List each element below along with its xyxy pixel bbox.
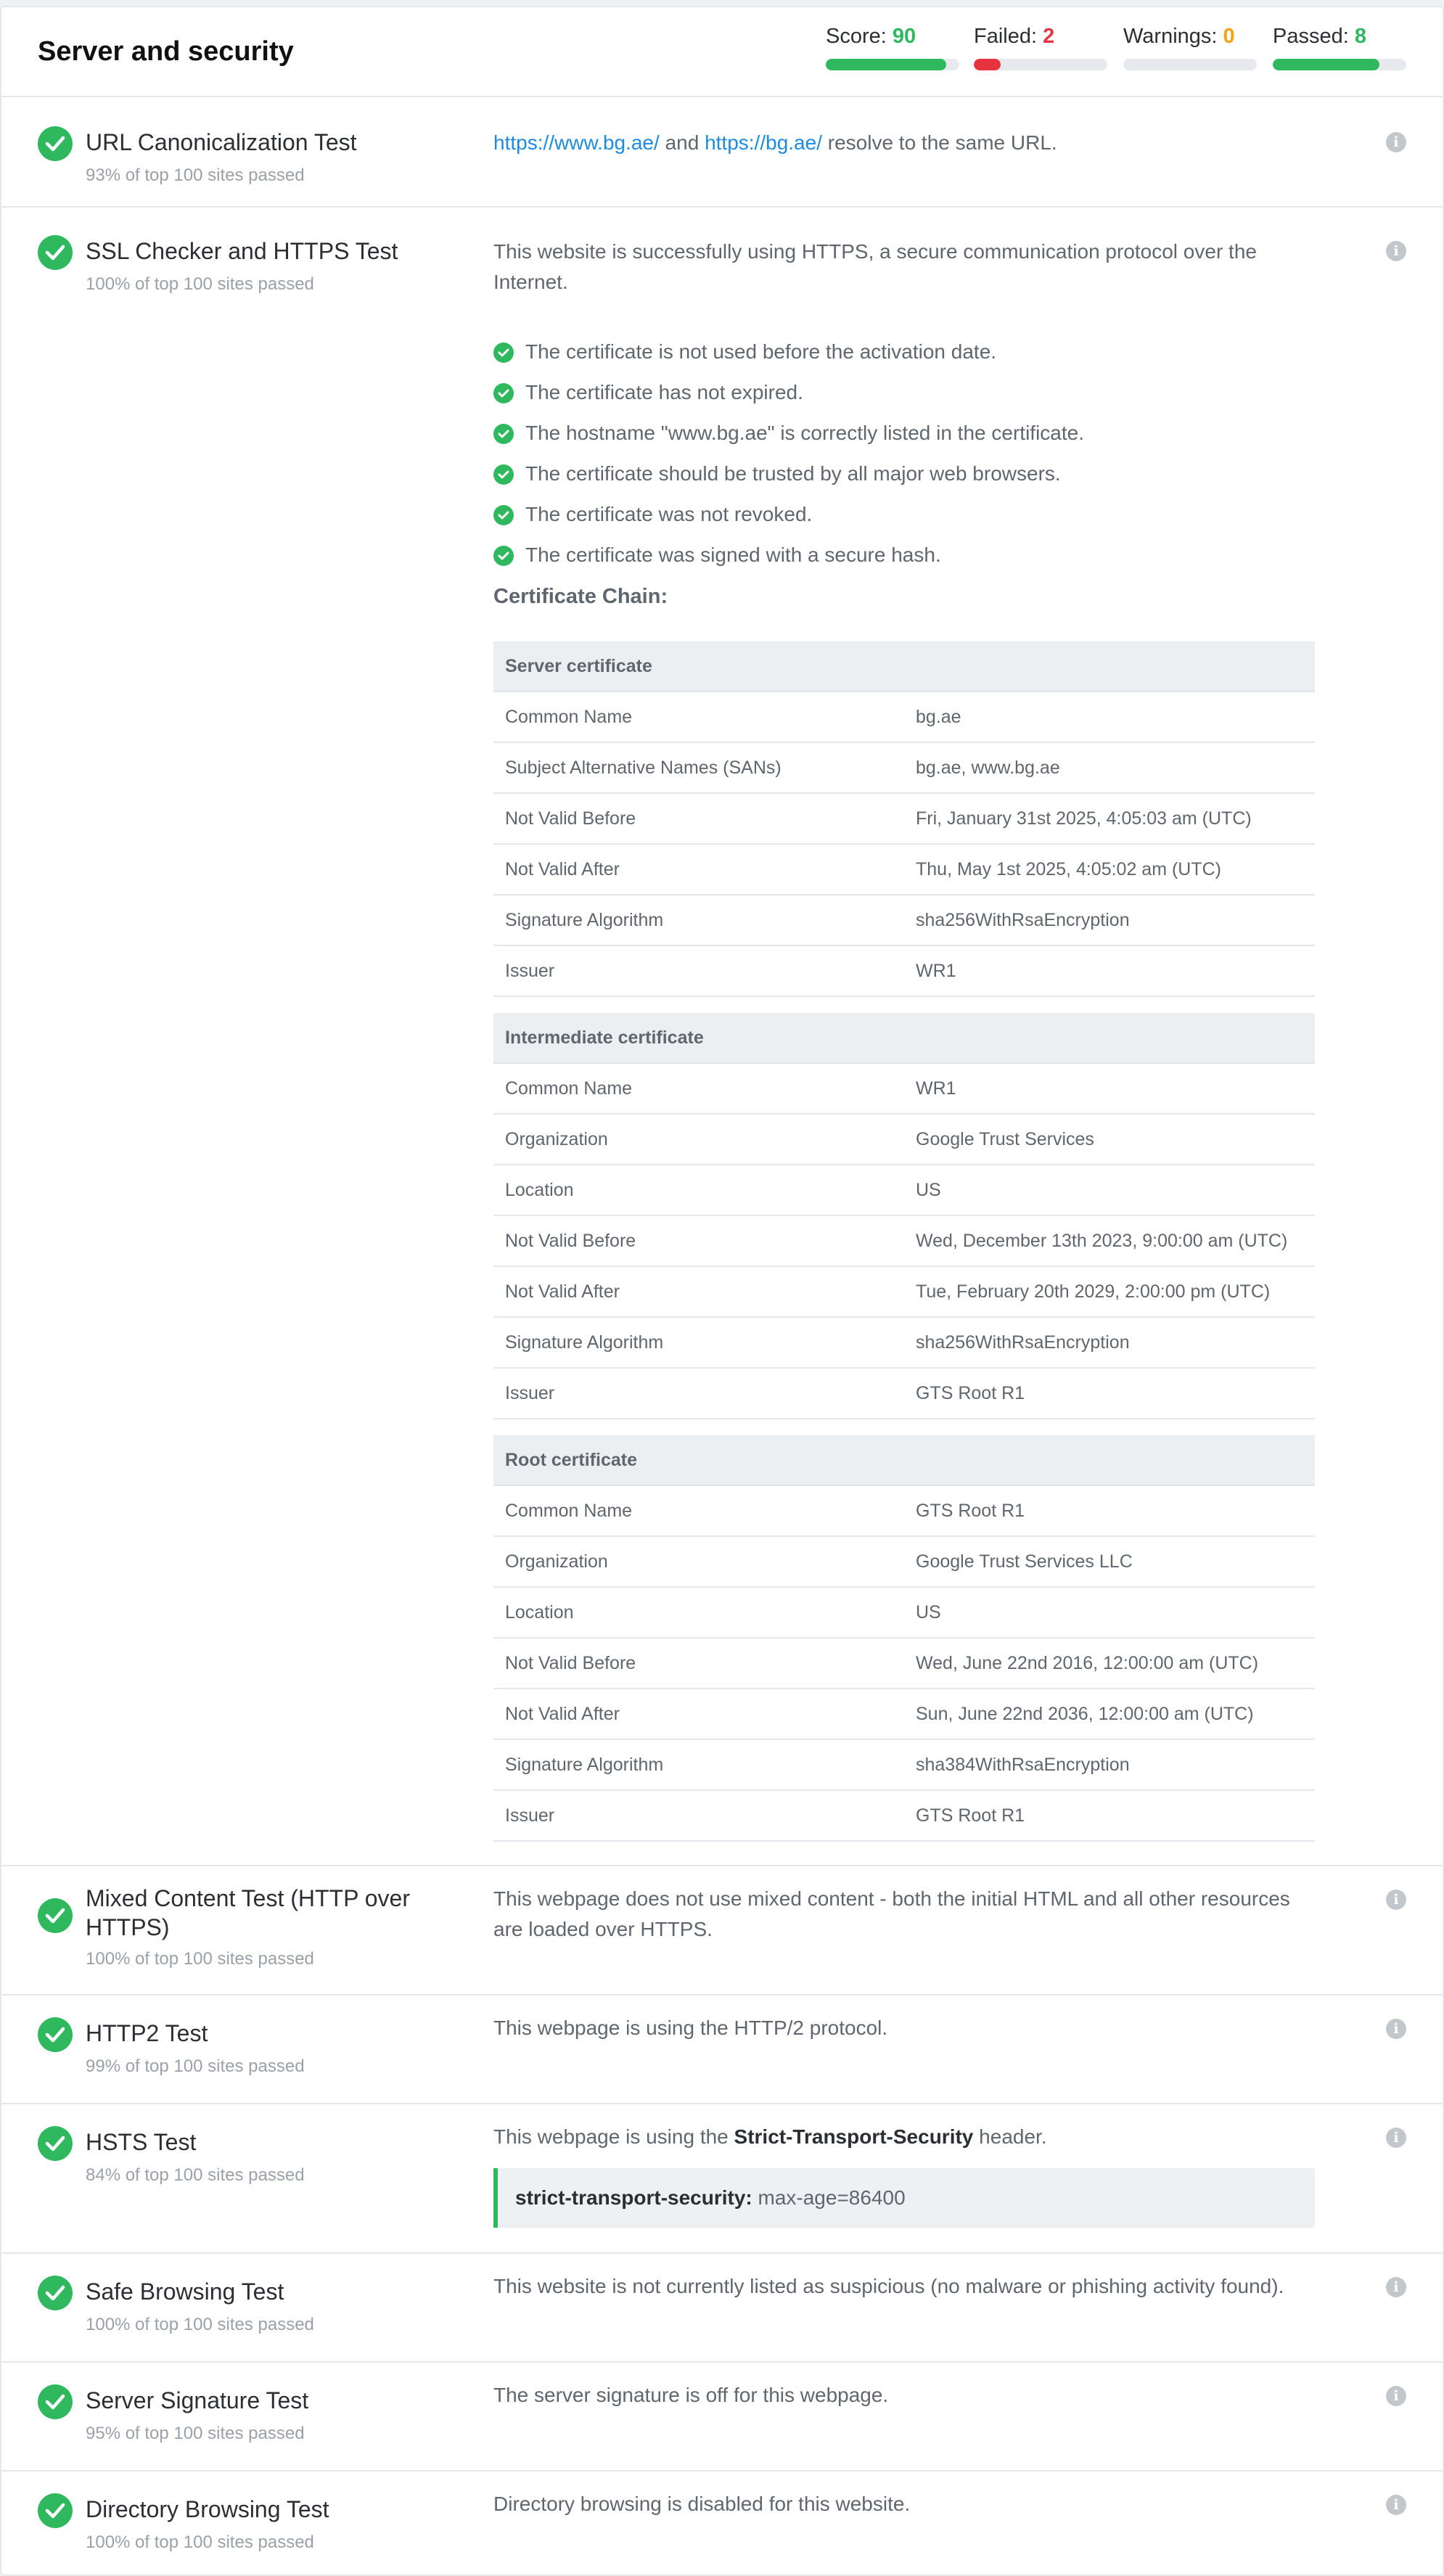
check-circle-icon — [38, 2017, 73, 2052]
table-row: Common Name bg.ae — [493, 692, 1315, 743]
test-pass-rate: 100% of top 100 sites passed — [86, 2315, 314, 2334]
failed-bar — [974, 59, 1107, 70]
table-row: Location US — [493, 1588, 1315, 1638]
test-pass-rate: 100% of top 100 sites passed — [86, 2532, 314, 2552]
check-circle-icon — [38, 1898, 73, 1933]
table-row: Issuer GTS Root R1 — [493, 1369, 1315, 1419]
score-bar — [826, 59, 959, 70]
server-security-card — [0, 6, 1444, 2576]
table-row: Subject Alternative Names (SANs) bg.ae, www.bg.ae — [493, 743, 1315, 794]
test-name: HTTP2 Test — [86, 2020, 208, 2046]
table-header: Root certificate — [493, 1435, 1315, 1486]
list-item: The certificate was signed with a secure hash. — [493, 540, 1364, 581]
table-row: Organization Google Trust Services LLC — [493, 1537, 1315, 1588]
table-row: Not Valid Before Wed, June 22nd 2016, 12:00:00 am (UTC) — [493, 1638, 1315, 1689]
table-header: Intermediate certificate — [493, 1013, 1315, 1064]
test-description: This website is not currently listed as suspicious (no malware or phishing activity found). — [493, 2275, 1284, 2297]
server-certificate-table — [493, 641, 1315, 997]
table-row: Organization Google Trust Services — [493, 1115, 1315, 1165]
check-circle-icon — [493, 342, 514, 363]
check-circle-icon — [493, 546, 514, 566]
score-value: 90 — [892, 25, 916, 48]
test-description: This website is successfully using HTTPS, a secure communication protocol over the Internet. — [493, 240, 1257, 293]
table-row: Signature Algorithm sha256WithRsaEncryption — [493, 895, 1315, 946]
info-icon[interactable]: i — [1386, 132, 1406, 152]
info-icon[interactable]: i — [1386, 241, 1406, 261]
check-circle-icon — [493, 505, 514, 525]
check-circle-icon — [493, 383, 514, 403]
card-header — [1, 7, 1443, 97]
test-name: Server Signature Test — [86, 2387, 309, 2413]
url-link-www[interactable]: https://www.bg.ae/ — [493, 131, 660, 154]
check-circle-icon — [38, 235, 73, 270]
info-icon[interactable]: i — [1386, 2128, 1406, 2148]
test-pass-rate: 95% of top 100 sites passed — [86, 2424, 305, 2443]
hsts-header-box: strict-transport-security: max-age=86400 — [493, 2168, 1315, 2228]
table-row: Not Valid Before Wed, December 13th 2023, 9:00:00 am (UTC) — [493, 1216, 1315, 1267]
test-pass-rate: 100% of top 100 sites passed — [86, 274, 314, 294]
list-item: The certificate has not expired. — [493, 377, 1364, 418]
info-icon[interactable]: i — [1386, 2495, 1406, 2515]
test-name: Mixed Content Test (HTTP over HTTPS) — [86, 1885, 410, 1940]
test-description: This webpage is using the Strict-Transport-Security header. — [493, 2125, 1047, 2148]
check-circle-icon — [38, 2384, 73, 2419]
check-circle-icon — [38, 2126, 73, 2161]
section-title: Server and security — [38, 36, 294, 67]
table-row: Not Valid After Thu, May 1st 2025, 4:05:02 am (UTC) — [493, 845, 1315, 895]
table-row: Not Valid Before Fri, January 31st 2025, 4:05:03 am (UTC) — [493, 794, 1315, 845]
table-row: Common Name WR1 — [493, 1064, 1315, 1115]
info-icon[interactable]: i — [1386, 1890, 1406, 1910]
test-row-directory-browsing — [1, 2472, 1443, 2576]
test-pass-rate: 84% of top 100 sites passed — [86, 2165, 305, 2185]
passed-bar — [1273, 59, 1406, 70]
list-item: The certificate is not used before the activation date. — [493, 337, 1364, 377]
test-description: This webpage is using the HTTP/2 protocol. — [493, 2017, 888, 2039]
test-row-hsts — [1, 2104, 1443, 2254]
test-name: HSTS Test — [86, 2129, 197, 2155]
test-row-ssl — [1, 208, 1443, 1866]
check-circle-icon — [493, 424, 514, 444]
check-circle-icon — [38, 2276, 73, 2310]
test-name: URL Canonicalization Test — [86, 129, 357, 155]
test-name: SSL Checker and HTTPS Test — [86, 238, 398, 264]
test-description: Directory browsing is disabled for this website. — [493, 2493, 911, 2515]
table-header: Server certificate — [493, 641, 1315, 692]
list-item: The certificate should be trusted by all major web browsers. — [493, 459, 1364, 499]
test-name: Safe Browsing Test — [86, 2278, 284, 2305]
warnings-stat: Warnings: 0 — [1123, 25, 1257, 70]
table-row: Issuer WR1 — [493, 946, 1315, 997]
info-icon[interactable]: i — [1386, 2019, 1406, 2039]
list-item: The hostname "www.bg.ae" is correctly listed in the certificate. — [493, 418, 1364, 459]
test-row-url-canonicalization — [1, 99, 1443, 208]
intermediate-certificate-table — [493, 1013, 1315, 1419]
table-row: Issuer GTS Root R1 — [493, 1791, 1315, 1842]
check-circle-icon — [38, 126, 73, 161]
list-item: The certificate was not revoked. — [493, 499, 1364, 540]
url-link-root[interactable]: https://bg.ae/ — [705, 131, 822, 154]
test-row-mixed-content — [1, 1866, 1443, 1995]
test-description: The server signature is off for this webpage. — [493, 2384, 889, 2406]
passed-value: 8 — [1354, 25, 1366, 48]
info-icon[interactable]: i — [1386, 2386, 1406, 2406]
test-row-safe-browsing — [1, 2254, 1443, 2363]
warnings-value: 0 — [1223, 25, 1235, 48]
table-row: Not Valid After Tue, February 20th 2029, 2:00:00 pm (UTC) — [493, 1267, 1315, 1318]
test-description: This webpage does not use mixed content - both the initial HTML and all other resources are loaded over HTTPS. — [493, 1887, 1290, 1940]
test-row-server-signature — [1, 2363, 1443, 2472]
table-row: Location US — [493, 1165, 1315, 1216]
certificate-chain-title: Certificate Chain: — [493, 585, 668, 608]
table-row: Not Valid After Sun, June 22nd 2036, 12:00:00 am (UTC) — [493, 1689, 1315, 1740]
certificate-check-list — [493, 337, 1364, 581]
failed-value: 2 — [1043, 25, 1055, 48]
test-name: Directory Browsing Test — [86, 2496, 329, 2522]
check-circle-icon — [493, 464, 514, 485]
test-pass-rate: 99% of top 100 sites passed — [86, 2056, 305, 2076]
table-row: Signature Algorithm sha384WithRsaEncryption — [493, 1740, 1315, 1791]
failed-stat: Failed: 2 — [974, 25, 1107, 70]
test-row-http2 — [1, 1995, 1443, 2104]
score-stat: Score: 90 — [826, 25, 959, 70]
table-row: Common Name GTS Root R1 — [493, 1486, 1315, 1537]
root-certificate-table — [493, 1435, 1315, 1842]
table-row: Signature Algorithm sha256WithRsaEncryption — [493, 1318, 1315, 1369]
warnings-bar — [1123, 59, 1257, 70]
test-pass-rate: 93% of top 100 sites passed — [86, 165, 305, 185]
passed-stat: Passed: 8 — [1273, 25, 1406, 70]
check-circle-icon — [38, 2493, 73, 2528]
test-description: https://www.bg.ae/ and https://bg.ae/ resolve to the same URL. — [493, 131, 1057, 154]
info-icon[interactable]: i — [1386, 2277, 1406, 2297]
test-pass-rate: 100% of top 100 sites passed — [86, 1949, 314, 1969]
